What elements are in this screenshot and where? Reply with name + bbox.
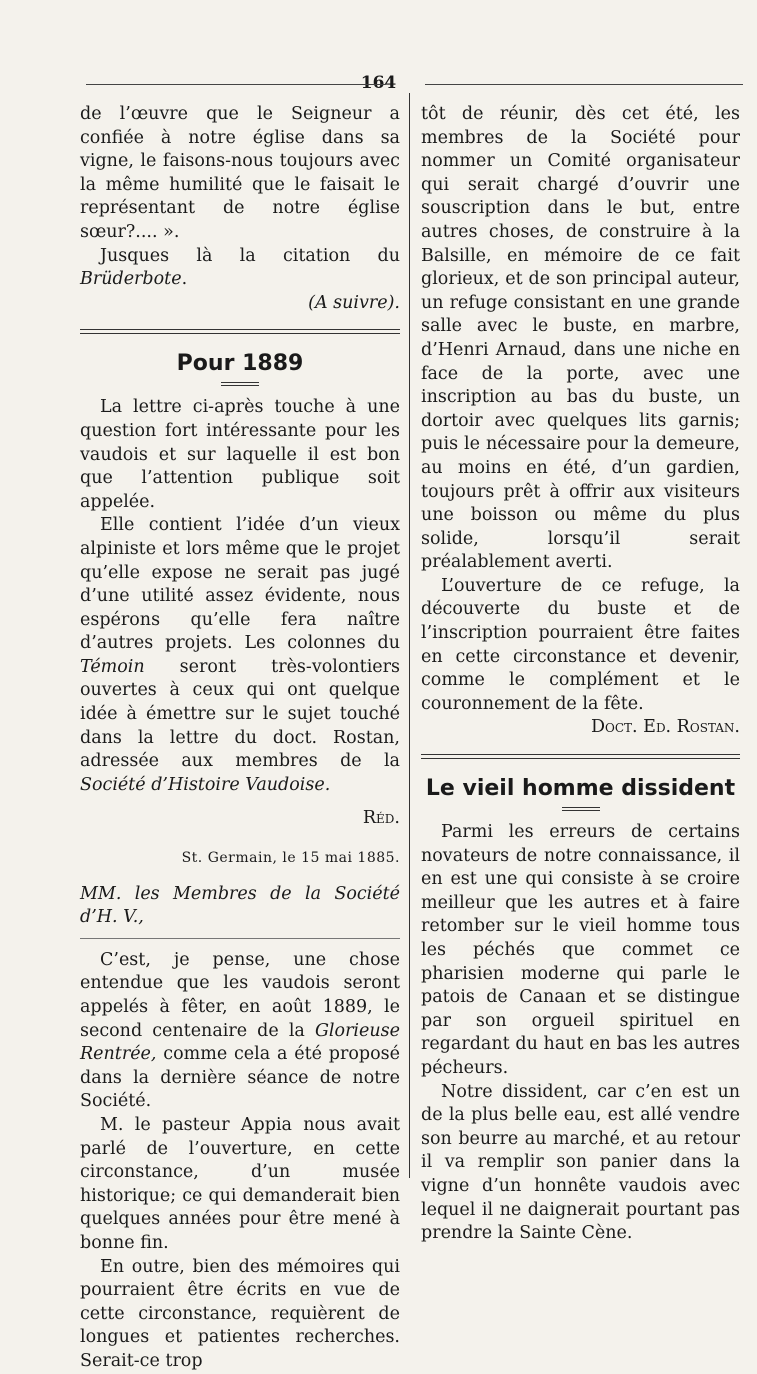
editor-signature: Réd. bbox=[362, 808, 400, 829]
continued-paragraph: de l’œuvre que le Seigneur a confiée à notre église dans sa vigne, le faisons-nous toujours avec la même humilité que le faisait le représentant de notre église sœur?.... ». bbox=[80, 104, 400, 242]
glorieuse-rentree: Glorieuse Rentrée, bbox=[80, 1020, 400, 1065]
temoin-title: Témoin bbox=[80, 656, 145, 677]
letter-paragraph-3: En outre, bien des mémoires qui pourraient être écrits en vue de cette circonstance, requièrent de longues et patientes recherches. Serait-ce trop bbox=[80, 1256, 400, 1371]
letter-text-1: C’est, je pense, une chose entendue que les vaudois seront appelés à fêter, en août 1889, le second centenaire de la bbox=[80, 949, 400, 1041]
refuge-paragraph: L’ouverture de ce refuge, la découverte du buste et de l’inscription pourraient être faites en cette circonstance et devenir, comme le complément et le couronnement de la fête. bbox=[421, 575, 740, 714]
dissident-paragraph-1: Parmi les erreurs de certains novateurs de notre connaissance, il en est une qui consiste à se croire meilleur que les autres et à faire retomber sur le vieil homme tous les péchés que commet ce pharisien moderne qui parle le patois de Canaan et se distingue par son orgueil spirituel en regardant du haut en bas les autres pécheurs. bbox=[421, 822, 740, 1078]
right-column bbox=[421, 103, 740, 1246]
editor-text-1: Elle contient l’idée d’un vieux alpiniste et lors même que le projet qu’elle expose ne serait pas jugé d’une utilité assez évidente, nous espérons qu’elle fera naître d’autres projets. Les colonnes du bbox=[80, 515, 400, 654]
column-divider bbox=[409, 93, 410, 1178]
letter-salutation: MM. les Membres de la Société d’H. V., bbox=[80, 883, 400, 928]
page-number: 164 bbox=[360, 73, 397, 93]
section-separator bbox=[80, 329, 400, 334]
salutation-rule bbox=[80, 938, 400, 939]
letter-signature: Doct. Ed. Rostan. bbox=[590, 717, 740, 738]
intro-paragraph: La lettre ci-après touche à une question fort intéressante pour les vaudois et sur laquelle il est bon que l’attention publique soit appelée. bbox=[80, 397, 400, 512]
letter-text-2: comme cela a été proposé dans la dernière séance de notre Société. bbox=[80, 1044, 400, 1112]
header-rule-left bbox=[86, 84, 386, 85]
dissident-paragraph-2: Notre dissident, car c’en est un de la plus belle eau, est allé vendre son beurre au marché, et au retour il va remplir son panier dans la vigne d’un honnête vaudois avec lequel il ne daignerait pourtant pas prendre la Sainte Cène. bbox=[421, 1081, 740, 1244]
to-be-continued: (A suivre). bbox=[308, 292, 400, 313]
editor-paragraph bbox=[80, 514, 400, 797]
letter-dateline: St. Germain, le 15 mai 1885. bbox=[181, 850, 400, 867]
citation-close bbox=[80, 245, 400, 292]
letter-continued: tôt de réunir, dès cet été, les membres de la Société pour nommer un Comité organisateur qui serait chargé d’ouvrir une souscription dans le but, entre autres choses, de construire à la Balsille, en mémoire de ce fait glorieux, et de son principal auteur, un refuge consistant en une grande salle avec le buste, en marbre, d’Henri Arnaud, dans une niche en face de la porte, avec une inscription au bas du buste, un dortoir avec quelques lits garnis; puis le nécessaire pour la demeure, au moins en été, d’un gardien, toujours prêt à offrir aux visiteurs une boisson ou même du plus solide, lorsqu’il serait préalablement averti. bbox=[421, 104, 740, 573]
left-column bbox=[80, 103, 400, 1374]
letter-paragraph-2: M. le pasteur Appia nous avait parlé de l’ouverture, en cette circonstance, d’un musée historique; ce qui demanderait bien quelques années pour être mené à bonne fin. bbox=[80, 1114, 400, 1253]
letter-paragraph-1 bbox=[80, 949, 400, 1114]
title-ornament bbox=[221, 382, 259, 386]
citation-close-text: Jusques là la citation du Brüderbote. bbox=[80, 245, 400, 290]
editor-text-2: seront très-volontiers ouvertes à ceux qui ont quelque idée à émettre sur le sujet touché dans la lettre du doct. Rostan, adressée aux membres de la bbox=[80, 656, 400, 772]
title-ornament-right bbox=[562, 807, 600, 811]
section-title-vieil-homme: Le vieil homme dissident bbox=[425, 776, 736, 802]
header-rule-right bbox=[425, 84, 743, 85]
bruderbote-title: Brüderbote bbox=[80, 269, 182, 290]
section-separator-right bbox=[421, 754, 740, 759]
societe-name: Société d’Histoire Vaudoise. bbox=[80, 774, 331, 795]
section-title-pour-1889: Pour 1889 bbox=[176, 351, 304, 377]
